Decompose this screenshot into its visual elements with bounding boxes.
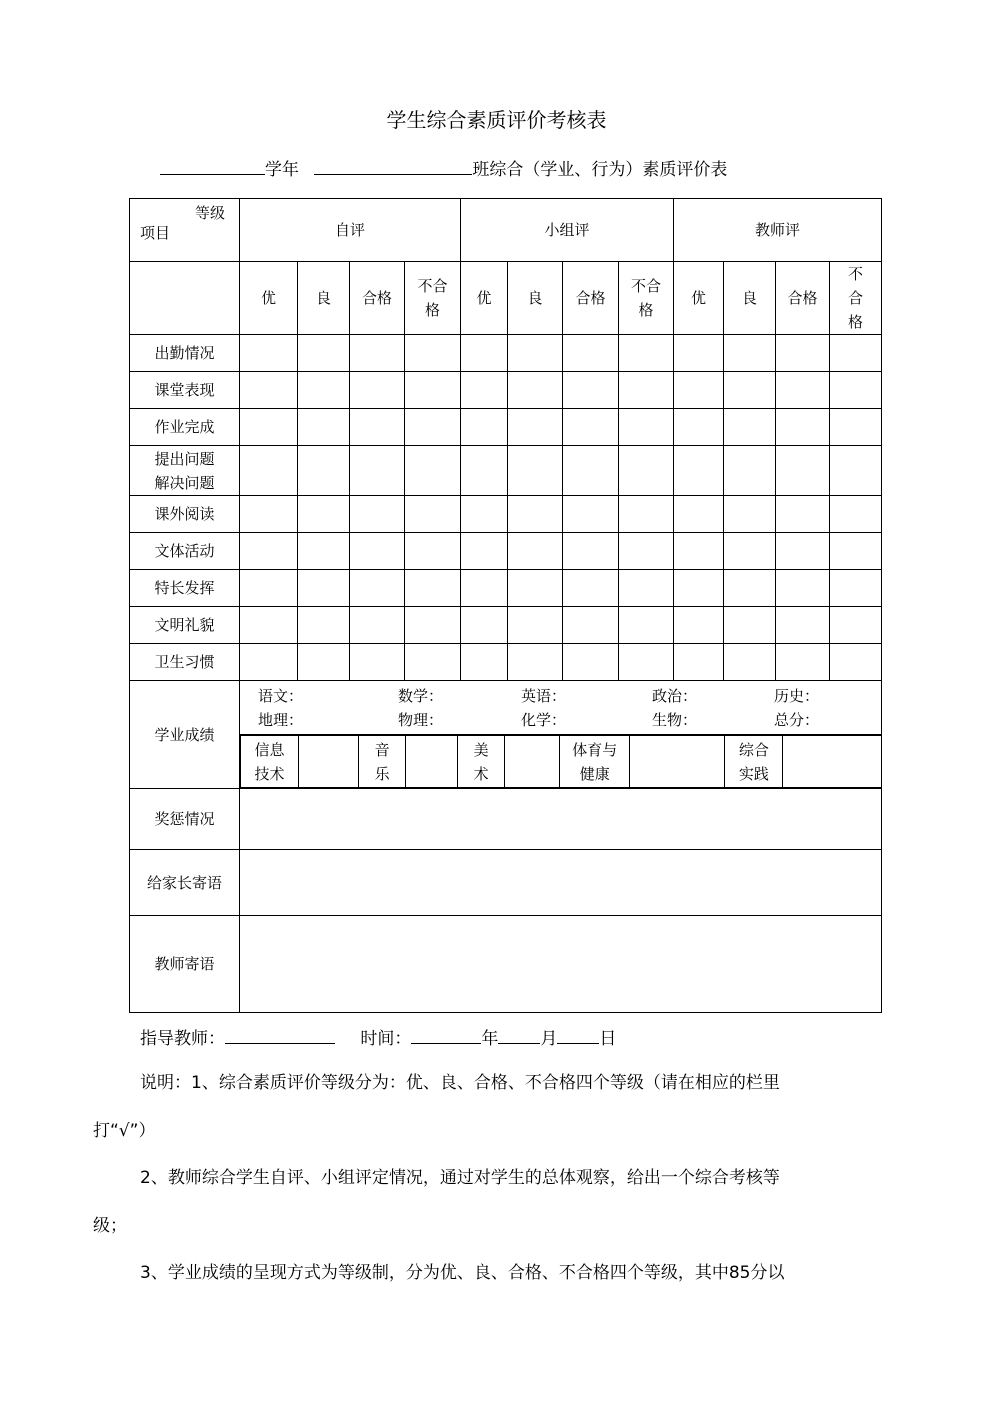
check-cell[interactable]	[240, 533, 298, 570]
score-chinese: 语文：	[258, 686, 304, 705]
academic-subjects-cell	[240, 735, 882, 789]
check-cell[interactable]	[830, 409, 882, 446]
grade-header-blank	[130, 262, 240, 335]
grade-good: 良	[298, 262, 350, 335]
table-row	[130, 496, 882, 533]
note-2-line-2: 级；	[93, 1216, 127, 1236]
check-cell[interactable]	[830, 446, 882, 496]
check-cell[interactable]	[405, 372, 461, 409]
subtitle	[160, 155, 727, 180]
check-cell[interactable]	[724, 496, 776, 533]
check-cell[interactable]	[461, 372, 508, 409]
note-3-line-1: 3、学业成绩的呈现方式为等级制，分为优、良、合格、不合格四个等级，其中85分以	[140, 1263, 785, 1283]
subject-art-value[interactable]	[505, 736, 560, 788]
subjects-table	[240, 735, 881, 788]
table-row	[130, 335, 882, 372]
check-cell[interactable]	[619, 644, 674, 681]
check-cell[interactable]	[830, 607, 882, 644]
check-cell[interactable]	[508, 372, 563, 409]
check-cell[interactable]	[405, 496, 461, 533]
grade-pass: 合格	[350, 262, 405, 335]
check-cell[interactable]	[405, 446, 461, 496]
check-cell[interactable]	[830, 496, 882, 533]
teacher-message-field[interactable]	[240, 916, 882, 1013]
check-cell[interactable]	[724, 409, 776, 446]
check-cell[interactable]	[563, 533, 619, 570]
grade-good: 良	[724, 262, 776, 335]
score-math: 数学：	[398, 686, 444, 705]
check-cell[interactable]	[674, 335, 724, 372]
table-row	[130, 533, 882, 570]
check-cell[interactable]	[508, 644, 563, 681]
parents-message-field[interactable]	[240, 850, 882, 916]
score-english: 英语：	[521, 686, 567, 705]
check-cell[interactable]	[619, 446, 674, 496]
check-cell[interactable]	[461, 496, 508, 533]
class-blank[interactable]	[314, 157, 472, 175]
score-history: 历史：	[774, 686, 820, 705]
check-cell[interactable]	[405, 570, 461, 607]
check-cell[interactable]	[830, 533, 882, 570]
check-cell[interactable]	[461, 446, 508, 496]
grade-fail: 不 合 格	[830, 262, 882, 335]
check-cell[interactable]	[674, 496, 724, 533]
note-1-line-1: 说明：1、综合素质评价等级分为：优、良、合格、不合格四个等级（请在相应的栏里	[140, 1073, 780, 1093]
score-biology: 生物：	[652, 710, 698, 729]
check-cell[interactable]	[461, 533, 508, 570]
grade-pass: 合格	[776, 262, 830, 335]
check-cell[interactable]	[776, 409, 830, 446]
check-cell[interactable]	[674, 409, 724, 446]
check-cell[interactable]	[240, 446, 298, 496]
check-cell[interactable]	[830, 372, 882, 409]
table-row	[130, 409, 882, 446]
academic-label: 学业成绩	[130, 681, 240, 789]
score-line-1	[240, 684, 881, 708]
check-cell[interactable]	[776, 372, 830, 409]
table-row	[130, 607, 882, 644]
rewards-field[interactable]	[240, 789, 882, 850]
year-blank[interactable]	[411, 1026, 481, 1044]
row-label: 课堂表现	[130, 372, 240, 409]
score-line-2	[240, 708, 881, 732]
subject-practice-label: 综合 实践	[725, 736, 783, 788]
group-self: 自评	[240, 199, 461, 262]
grade-fail: 不合 格	[405, 262, 461, 335]
check-cell[interactable]	[724, 372, 776, 409]
check-cell[interactable]	[724, 533, 776, 570]
check-cell[interactable]	[563, 644, 619, 681]
check-cell[interactable]	[405, 644, 461, 681]
check-cell[interactable]	[724, 644, 776, 681]
check-cell[interactable]	[563, 496, 619, 533]
teacher-message-label: 教师寄语	[130, 916, 240, 1013]
check-cell[interactable]	[240, 335, 298, 372]
check-cell[interactable]	[724, 335, 776, 372]
corner-item: 项目	[140, 224, 171, 242]
corner-cell	[130, 199, 240, 262]
parents-message-label: 给家长寄语	[130, 850, 240, 916]
score-politics: 政治：	[652, 686, 698, 705]
class-suffix: 班综合（学业、行为）素质评价表	[472, 160, 728, 180]
subject-pe-value[interactable]	[630, 736, 725, 788]
group-team: 小组评	[461, 199, 674, 262]
check-cell[interactable]	[674, 372, 724, 409]
month-label: 月	[540, 1029, 558, 1049]
check-cell[interactable]	[830, 644, 882, 681]
check-cell[interactable]	[298, 372, 350, 409]
table-row	[130, 372, 882, 409]
check-cell[interactable]	[298, 496, 350, 533]
rewards-row	[130, 789, 882, 850]
check-cell[interactable]	[619, 607, 674, 644]
row-label: 提出问题 解决问题	[130, 446, 240, 496]
row-label: 文体活动	[130, 533, 240, 570]
check-cell[interactable]	[298, 607, 350, 644]
day-blank[interactable]	[557, 1026, 599, 1044]
subject-music-label: 音 乐	[359, 736, 406, 788]
table-row	[130, 446, 882, 496]
year-label: 年	[481, 1029, 499, 1049]
teacher-blank[interactable]	[225, 1026, 335, 1044]
month-blank[interactable]	[498, 1026, 540, 1044]
check-cell[interactable]	[350, 335, 405, 372]
check-cell[interactable]	[674, 533, 724, 570]
check-cell[interactable]	[350, 644, 405, 681]
check-cell[interactable]	[674, 570, 724, 607]
score-total: 总分：	[774, 710, 820, 729]
corner-grade: 等级	[194, 204, 225, 222]
check-cell[interactable]	[461, 570, 508, 607]
row-label: 课外阅读	[130, 496, 240, 533]
check-cell[interactable]	[298, 409, 350, 446]
grade-pass: 合格	[563, 262, 619, 335]
grade-excellent: 优	[461, 262, 508, 335]
check-cell[interactable]	[563, 409, 619, 446]
check-cell[interactable]	[563, 607, 619, 644]
group-header-row	[130, 199, 882, 262]
row-label: 作业完成	[130, 409, 240, 446]
check-cell[interactable]	[776, 533, 830, 570]
check-cell[interactable]	[298, 570, 350, 607]
check-cell[interactable]	[508, 607, 563, 644]
check-cell[interactable]	[776, 446, 830, 496]
score-physics: 物理：	[398, 710, 444, 729]
check-cell[interactable]	[563, 372, 619, 409]
check-cell[interactable]	[674, 644, 724, 681]
check-cell[interactable]	[674, 446, 724, 496]
row-label: 卫生习惯	[130, 644, 240, 681]
check-cell[interactable]	[240, 644, 298, 681]
check-cell[interactable]	[508, 335, 563, 372]
academic-scores-cell[interactable]	[240, 681, 882, 735]
grade-excellent: 优	[240, 262, 298, 335]
parents-message-row	[130, 850, 882, 916]
check-cell[interactable]	[563, 570, 619, 607]
check-cell[interactable]	[240, 372, 298, 409]
check-cell[interactable]	[724, 607, 776, 644]
check-cell[interactable]	[240, 496, 298, 533]
check-cell[interactable]	[508, 409, 563, 446]
school-year-blank[interactable]	[160, 157, 265, 175]
subject-it-label: 信息 技术	[241, 736, 299, 788]
check-cell[interactable]	[461, 644, 508, 681]
table-row	[130, 644, 882, 681]
check-cell[interactable]	[240, 607, 298, 644]
grade-header-row	[130, 262, 882, 335]
grade-good: 良	[508, 262, 563, 335]
evaluation-table	[129, 198, 882, 1013]
score-chemistry: 化学：	[521, 710, 567, 729]
page-title: 学生综合素质评价考核表	[386, 108, 607, 132]
teacher-message-row	[130, 916, 882, 1013]
day-label: 日	[599, 1029, 617, 1049]
row-label: 出勤情况	[130, 335, 240, 372]
check-cell[interactable]	[619, 409, 674, 446]
check-cell[interactable]	[508, 446, 563, 496]
check-cell[interactable]	[776, 335, 830, 372]
group-teacher: 教师评	[674, 199, 882, 262]
check-cell[interactable]	[350, 372, 405, 409]
check-cell[interactable]	[350, 570, 405, 607]
check-cell[interactable]	[619, 496, 674, 533]
check-cell[interactable]	[405, 607, 461, 644]
check-cell[interactable]	[461, 409, 508, 446]
check-cell[interactable]	[405, 409, 461, 446]
check-cell[interactable]	[776, 570, 830, 607]
check-cell[interactable]	[350, 496, 405, 533]
check-cell[interactable]	[508, 533, 563, 570]
check-cell[interactable]	[508, 570, 563, 607]
subject-practice-value[interactable]	[783, 736, 881, 788]
note-2-line-1: 2、教师综合学生自评、小组评定情况，通过对学生的总体观察，给出一个综合考核等	[140, 1168, 780, 1188]
check-cell[interactable]	[240, 409, 298, 446]
check-cell[interactable]	[508, 496, 563, 533]
rewards-label: 奖惩情况	[130, 789, 240, 850]
check-cell[interactable]	[461, 335, 508, 372]
subject-music-value[interactable]	[406, 736, 458, 788]
check-cell[interactable]	[830, 335, 882, 372]
subject-pe-label: 体育与 健康	[560, 736, 630, 788]
teacher-label: 指导教师：	[140, 1029, 225, 1049]
check-cell[interactable]	[405, 533, 461, 570]
check-cell[interactable]	[298, 644, 350, 681]
grade-excellent: 优	[674, 262, 724, 335]
grade-fail: 不合 格	[619, 262, 674, 335]
check-cell[interactable]	[298, 335, 350, 372]
check-cell[interactable]	[350, 409, 405, 446]
subject-art-label: 美 术	[458, 736, 505, 788]
check-cell[interactable]	[830, 570, 882, 607]
check-cell[interactable]	[724, 570, 776, 607]
check-cell[interactable]	[619, 570, 674, 607]
check-cell[interactable]	[350, 607, 405, 644]
school-year-suffix: 学年	[265, 160, 299, 180]
check-cell[interactable]	[619, 372, 674, 409]
check-cell[interactable]	[563, 335, 619, 372]
row-label: 特长发挥	[130, 570, 240, 607]
sign-line	[140, 1024, 616, 1049]
check-cell[interactable]	[298, 446, 350, 496]
score-geography: 地理：	[258, 710, 304, 729]
academic-subjects-row	[130, 735, 882, 789]
check-cell[interactable]	[776, 496, 830, 533]
check-cell[interactable]	[776, 644, 830, 681]
check-cell[interactable]	[350, 446, 405, 496]
check-cell[interactable]	[619, 335, 674, 372]
time-label: 时间：	[360, 1029, 412, 1049]
check-cell[interactable]	[240, 570, 298, 607]
check-cell[interactable]	[405, 335, 461, 372]
subject-it-value[interactable]	[299, 736, 359, 788]
check-cell[interactable]	[724, 446, 776, 496]
check-cell[interactable]	[674, 607, 724, 644]
table-row	[130, 570, 882, 607]
academic-scores-row	[130, 681, 882, 735]
check-cell[interactable]	[619, 533, 674, 570]
check-cell[interactable]	[350, 533, 405, 570]
check-cell[interactable]	[298, 533, 350, 570]
check-cell[interactable]	[776, 607, 830, 644]
note-1-line-2: 打“√”）	[93, 1121, 156, 1141]
check-cell[interactable]	[563, 446, 619, 496]
check-cell[interactable]	[461, 607, 508, 644]
row-label: 文明礼貌	[130, 607, 240, 644]
